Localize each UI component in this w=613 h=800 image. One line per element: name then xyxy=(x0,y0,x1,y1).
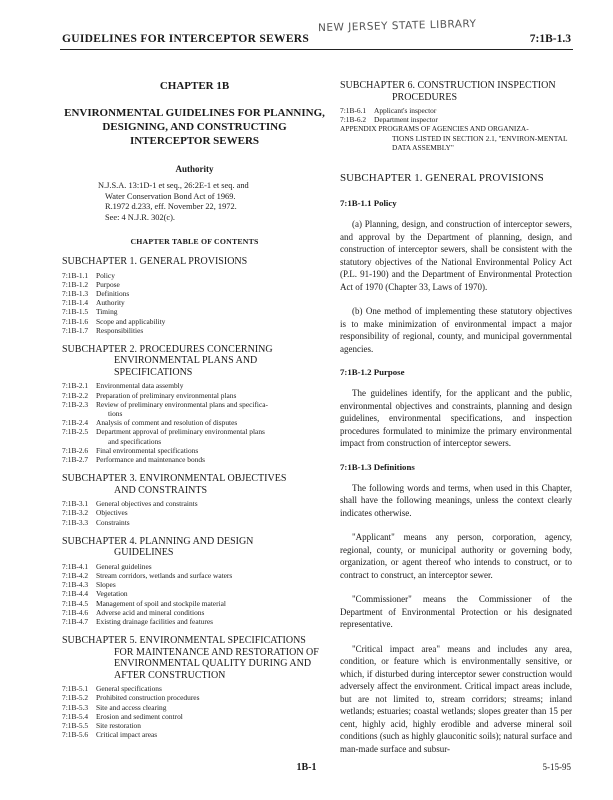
toc-section-number: 7:1B-1.6 xyxy=(62,316,89,326)
toc-section-number: 7:1B-3.1 xyxy=(62,499,89,509)
toc-section-title: Applicant's inspector xyxy=(374,106,437,115)
toc-subchapter-line: PROCEDURES xyxy=(392,91,458,103)
toc-section[interactable] xyxy=(62,446,327,455)
toc-section-title: Vegetation xyxy=(96,589,128,599)
authority-text xyxy=(98,181,327,223)
toc-section-title: Final environmental specifications xyxy=(96,445,199,455)
toc-section-title: Critical impact areas xyxy=(96,730,158,740)
authority-line: N.J.S.A. 13:1D-1 et seq., 26:2E-1 et seq. and xyxy=(98,181,249,190)
authority-line: See: 4 N.J.R. 302(c). xyxy=(105,212,176,222)
toc-section[interactable] xyxy=(62,455,327,464)
toc-subchapter-line: SUBCHAPTER 3. ENVIRONMENTAL OBJECTIVES xyxy=(62,473,287,485)
toc-section[interactable] xyxy=(62,280,327,289)
toc-appendix[interactable] xyxy=(340,124,572,152)
paragraph: The following words and terms, when used in this Chapter, shall have the following meanings, unless the context clearly indicates otherwise. xyxy=(340,482,572,518)
toc-section-title: Scope and applicability xyxy=(96,316,166,326)
toc-subchapter-line: SUBCHAPTER 1. GENERAL PROVISIONS xyxy=(62,256,248,267)
toc-section-list xyxy=(62,499,327,527)
toc-section[interactable] xyxy=(62,721,327,730)
toc-section[interactable] xyxy=(62,693,327,702)
toc-subchapter-line: SUBCHAPTER 5. ENVIRONMENTAL SPECIFICATIONS xyxy=(62,635,306,647)
toc-section[interactable] xyxy=(62,562,327,571)
toc-section-number: 7:1B-2.6 xyxy=(62,445,89,455)
toc-subchapter-line: AND CONSTRAINTS xyxy=(114,484,208,496)
toc-section[interactable] xyxy=(62,499,327,508)
toc-section[interactable] xyxy=(62,571,327,580)
toc-section[interactable] xyxy=(62,703,327,712)
toc-subchapter-line: GUIDELINES xyxy=(114,547,174,559)
toc-section-title: General objectives and constraints xyxy=(96,499,198,509)
toc-section[interactable] xyxy=(62,326,327,335)
toc-section[interactable] xyxy=(62,518,327,527)
toc-subchapter-heading xyxy=(62,536,327,559)
chapter-title: CHAPTER 1B xyxy=(159,80,230,92)
toc-section-number: 7:1B-4.4 xyxy=(62,589,89,599)
toc-section[interactable] xyxy=(62,298,327,307)
toc-section-number: 7:1B-4.6 xyxy=(62,607,89,617)
toc-subchapter-line: SUBCHAPTER 2. PROCEDURES CONCERNING xyxy=(62,343,273,355)
toc-section-list xyxy=(62,562,327,626)
paragraph: (a) Planning, design, and construction of interceptor sewers, and approval by the Department of planning, design, and construction of interceptor sewers, shall be consistent with the statutory objectives of the National Environmental Policy Act (P.L. 91-190) and the Department of Environmental Protection Act of 1970 (Chapter 33, Laws of 1970). xyxy=(340,219,572,292)
section-heading-purpose: 7:1B-1.2 Purpose xyxy=(340,367,405,378)
toc-appendix-line: APPENDIX PROGRAMS OF AGENCIES AND ORGANIZA- xyxy=(340,124,529,134)
toc-subchapter-heading xyxy=(62,344,327,379)
supplement-date: 5-15-95 xyxy=(542,762,571,772)
toc-section-number: 7:1B-4.1 xyxy=(62,561,89,571)
authority-line: Water Conservation Bond Act of 1969. xyxy=(105,191,236,201)
toc-subchapter-heading xyxy=(62,635,327,681)
toc-section[interactable] xyxy=(62,289,327,298)
page-number: 1B-1 xyxy=(296,762,317,773)
toc-subchapter-heading xyxy=(62,473,327,496)
toc-section-number: 7:1B-3.2 xyxy=(62,508,89,518)
toc-section-title: Definitions xyxy=(96,288,130,298)
toc-section-title: Department inspector xyxy=(374,115,438,125)
toc-section[interactable] xyxy=(62,508,327,517)
toc-section[interactable] xyxy=(62,712,327,721)
toc-section-title-cont: tions xyxy=(108,409,123,419)
definition-critical-impact-area: "Critical impact area" means and includes any area, condition, or feature which is environmentally sensitive, or which, if disturbed during interceptor sewer construction would adversely affect the environment. Critical impact areas include, but are not limited to, stream corridors; streams; inland wetlands; estuaries; coastal wetlands; slopes greater than 15 per cent, highly acid, highly erodible and adverse mineral soil conditions (such as highly glauconitic soils); natural surface and man-made surface and subsur- xyxy=(340,643,572,754)
toc-section-number: 7:1B-2.1 xyxy=(62,381,89,391)
toc-section-title: Site restoration xyxy=(96,721,141,731)
toc-section-number: 7:1B-1.5 xyxy=(62,307,89,317)
toc-section-number: 7:1B-6.2 xyxy=(340,115,367,125)
toc-section-title: Objectives xyxy=(96,508,128,518)
toc-section[interactable] xyxy=(340,106,572,115)
toc-section-number: 7:1B-1.3 xyxy=(62,288,89,298)
toc-section-title: Environmental data assembly xyxy=(96,381,184,391)
toc-section-list xyxy=(62,271,327,335)
toc-section-title: Adverse acid and mineral conditions xyxy=(96,607,205,617)
authority-line: R.1972 d.233, eff. November 22, 1972. xyxy=(105,202,237,211)
toc-section[interactable] xyxy=(62,418,327,427)
running-header-section: 7:1B-1.3 xyxy=(529,33,571,45)
toc-section[interactable] xyxy=(62,381,327,390)
toc-section-title: Slopes xyxy=(96,580,116,590)
toc-section-title: General guidelines xyxy=(96,561,152,571)
toc-section-title-cont: and specifications xyxy=(108,436,162,446)
toc-section[interactable] xyxy=(62,271,327,280)
toc-section[interactable] xyxy=(62,307,327,316)
toc-section-number: 7:1B-5.1 xyxy=(62,684,89,694)
toc-subchapter-heading xyxy=(340,80,572,103)
toc-section-number: 7:1B-2.3 xyxy=(62,399,89,409)
subchapter-heading: SUBCHAPTER 1. GENERAL PROVISIONS xyxy=(340,172,544,185)
toc-section-title: Analysis of comment and resolution of disputes xyxy=(96,418,238,428)
toc-section[interactable] xyxy=(62,391,327,400)
toc-section-title: Authority xyxy=(96,298,125,308)
toc-section-number: 7:1B-4.7 xyxy=(62,617,89,627)
toc-section-title: Department approval of preliminary environmental plans xyxy=(96,427,265,437)
definition-commissioner: "Commissioner" means the Commissioner of the Department of Environmental Protection or his designated representative. xyxy=(340,594,572,630)
toc-section-number: 7:1B-5.3 xyxy=(62,702,89,712)
toc-section-number: 7:1B-2.2 xyxy=(62,390,89,400)
toc-section-number: 7:1B-4.5 xyxy=(62,598,89,608)
toc-section-title: Preparation of preliminary environmental plans xyxy=(96,390,237,400)
toc-section[interactable] xyxy=(62,599,327,608)
toc-section-list xyxy=(62,684,327,739)
toc-section-number: 7:1B-1.1 xyxy=(62,270,89,280)
paragraph: The guidelines identify, for the applicant and the public, environmental objectives and constraints, planning and design guidelines, environmental specifications, and inspection procedures formulated to minimize the primary environmental impact from construction of interceptor sewers. xyxy=(340,388,572,449)
toc-section-title: Responsibilities xyxy=(96,325,144,335)
toc-section-number: 7:1B-1.7 xyxy=(62,325,89,335)
toc-subchapter-line: SUBCHAPTER 4. PLANNING AND DESIGN xyxy=(62,535,254,547)
toc-section-title: Existing drainage facilities and features xyxy=(96,617,213,627)
toc-section[interactable] xyxy=(62,400,327,418)
toc-section-list xyxy=(62,381,327,464)
toc-section-title: Constraints xyxy=(96,517,130,527)
toc-section[interactable] xyxy=(62,427,327,445)
toc-section-title: Stream corridors, wetlands and surface waters xyxy=(96,571,233,581)
right-column xyxy=(340,80,572,755)
toc-section-title: Performance and maintenance bonds xyxy=(96,455,205,465)
chapter-subtitle: ENVIRONMENTAL GUIDELINES FOR PLANNING, DESIGNING, AND CONSTRUCTING INTERCEPTOR SEWERS xyxy=(64,107,325,147)
section-heading-definitions: 7:1B-1.3 Definitions xyxy=(340,461,415,472)
toc-section-number: 7:1B-5.2 xyxy=(62,693,89,703)
paragraph: (b) One method of implementing these statutory objectives is to make minimization of environmental impact a major responsibility of regional, county, and municipal governmental agencies. xyxy=(340,306,572,354)
toc-section-number: 7:1B-4.3 xyxy=(62,580,89,590)
toc-section-number: 7:1B-2.7 xyxy=(62,455,89,465)
toc-section-number: 7:1B-3.3 xyxy=(62,517,89,527)
toc-section-title: Policy xyxy=(96,270,115,280)
toc-section[interactable] xyxy=(62,730,327,739)
toc-section-title: Timing xyxy=(96,307,118,317)
toc-section[interactable] xyxy=(340,115,572,124)
toc-section-number: 7:1B-5.4 xyxy=(62,711,89,721)
left-column xyxy=(62,80,327,749)
toc-appendix-cont: TIONS LISTED IN SECTION 2.1, "ENVIRON-MENTAL DATA ASSEMBLY" xyxy=(392,133,568,152)
toc-section-number: 7:1B-2.5 xyxy=(62,427,89,437)
toc-section-title: Purpose xyxy=(96,279,120,289)
toc-section-number: 7:1B-1.4 xyxy=(62,298,89,308)
toc-section-number: 7:1B-6.1 xyxy=(340,106,367,115)
running-header-title: GUIDELINES FOR INTERCEPTOR SEWERS xyxy=(62,33,310,45)
toc-section[interactable] xyxy=(62,589,327,598)
toc-subchapter-line: FOR MAINTENANCE AND RESTORATION OF ENVIRONMENTAL QUALITY DURING AND AFTER CONSTRUCTION xyxy=(114,646,319,681)
toc-subchapter-line: SUBCHAPTER 6. CONSTRUCTION INSPECTION xyxy=(340,80,556,91)
toc-section-title: Prohibited construction procedures xyxy=(96,693,200,703)
section-heading-policy: 7:1B-1.1 Policy xyxy=(340,198,397,209)
authority-heading: Authority xyxy=(175,164,214,174)
toc-section[interactable] xyxy=(62,608,327,617)
library-stamp: NEW JERSEY STATE LIBRARY xyxy=(317,17,477,35)
toc-subchapter-line: ENVIRONMENTAL PLANS AND SPECIFICATIONS xyxy=(114,355,258,378)
toc-section-list xyxy=(340,106,572,124)
header-rule xyxy=(60,49,573,50)
toc-section-title: Site and access clearing xyxy=(96,702,167,712)
toc-section[interactable] xyxy=(62,580,327,589)
toc-section[interactable] xyxy=(62,684,327,693)
toc-section-number: 7:1B-4.2 xyxy=(62,571,89,581)
toc-section-title: Management of spoil and stockpile material xyxy=(96,598,226,608)
toc-section-title: General specifications xyxy=(96,684,162,694)
toc-section-title: Review of preliminary environmental plans and specifica- xyxy=(96,399,268,409)
toc-section-title: Erosion and sediment control xyxy=(96,711,183,721)
toc-section[interactable] xyxy=(62,617,327,626)
toc-heading: CHAPTER TABLE OF CONTENTS xyxy=(130,237,259,246)
toc-subchapter-heading xyxy=(62,256,327,268)
toc-section-number: 7:1B-5.6 xyxy=(62,730,89,740)
toc-section-number: 7:1B-2.4 xyxy=(62,418,89,428)
toc-section-number: 7:1B-1.2 xyxy=(62,279,89,289)
toc-section-number: 7:1B-5.5 xyxy=(62,721,89,731)
definition-applicant: "Applicant" means any person, corporation, agency, regional, county, or municipal authority or governing body, organization, or agent thereof who intends to construct, or to contract to construct, an interceptor sewer. xyxy=(340,532,572,580)
toc-section[interactable] xyxy=(62,317,327,326)
